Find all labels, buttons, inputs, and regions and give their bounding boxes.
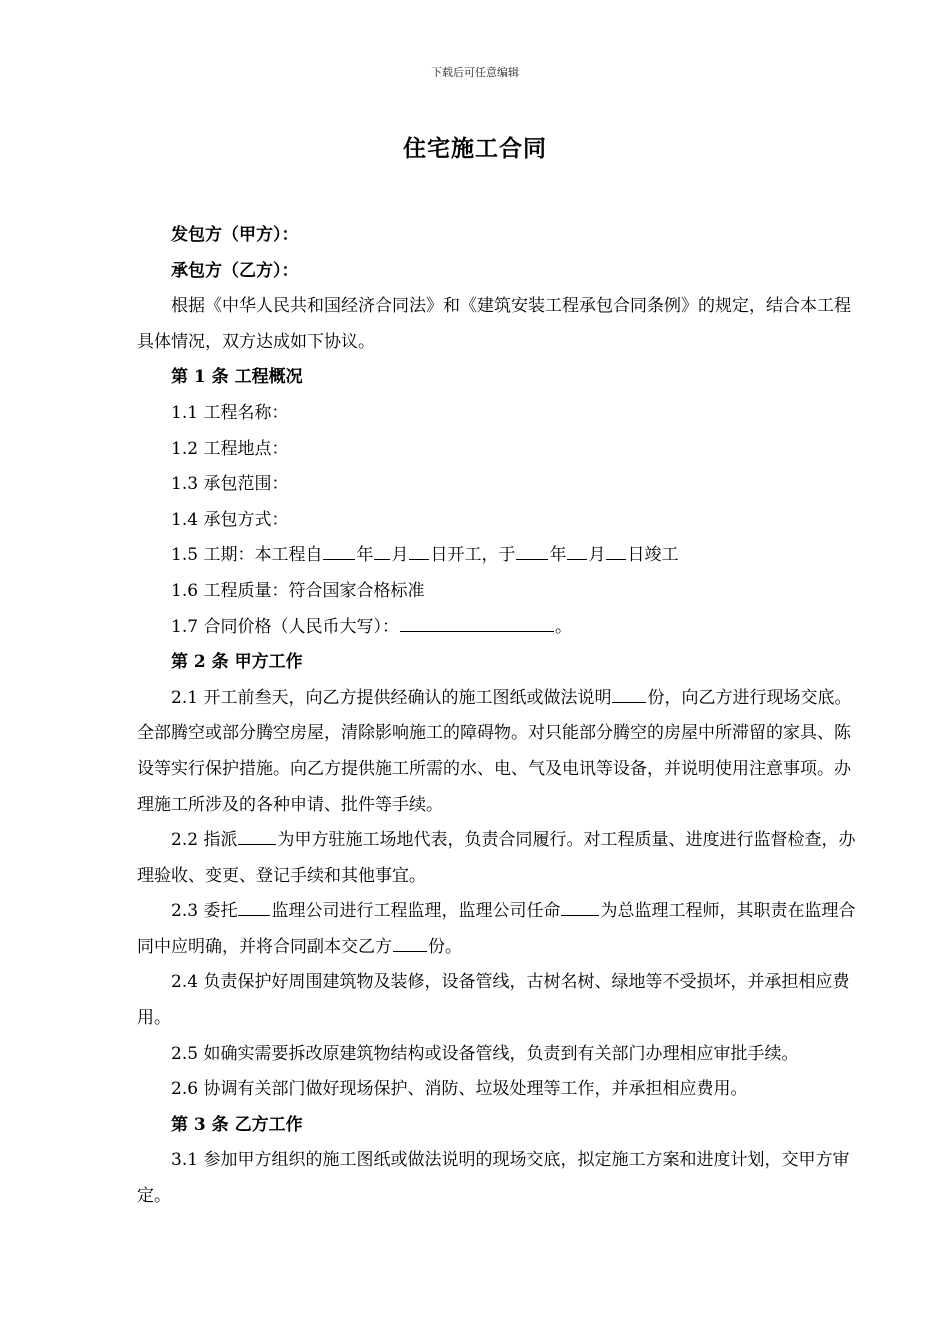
clause-1-1: 1.1 工程名称：: [171, 402, 289, 423]
end-month-blank: [567, 541, 587, 560]
clause-1-5: [137, 538, 867, 574]
article-3-heading: 第 3 条 乙方工作: [171, 1114, 303, 1135]
clause-2-3-part1: 2.3 委托: [171, 901, 238, 922]
clause-2-2-part2: 为甲方驻施工场地代表，负责合同履行。对工程质量、进度进行监督检查，办理验收、变更、登记手续和其他事宜。: [137, 830, 856, 886]
clause-1-3: 1.3 承包范围：: [171, 474, 289, 495]
intro-paragraph: 根据《中华人民共和国经济合同法》和《建筑安装工程承包合同条例》的规定，结合本工程具体情况，双方达成如下协议。: [137, 296, 851, 352]
drawings-copies-blank: [612, 684, 646, 703]
clause-2-2-part1: 2.2 指派: [171, 830, 238, 851]
end-month-label: 月: [588, 545, 606, 566]
header-note: 下载后可任意编辑: [431, 66, 519, 79]
contract-body: [137, 218, 867, 1215]
party-a-line: 发包方（甲方）：: [171, 225, 299, 245]
clause-1-5-prefix: 1.5 工期：本工程自: [171, 545, 323, 566]
chief-engineer-blank: [561, 897, 599, 916]
start-year-blank: [323, 541, 355, 560]
clause-1-4: 1.4 承包方式：: [171, 509, 289, 530]
clause-3-1: 3.1 参加甲方组织的施工图纸或做法说明的现场交底，拟定施工方案和进度计划，交甲方审定。: [137, 1150, 850, 1207]
article-2-heading: 第 2 条 甲方工作: [171, 652, 303, 673]
clause-2-1-part2: 份，向乙方进行现场交底。全部腾空或部分腾空房屋，清除影响施工的障碍物。对只能部分腾空的房屋中所滞留的家具、陈设等实行保护措施。向乙方提供施工所需的水、电、气及电讯等设备，并说明使用注意事项。办理施工所涉及的各种申请、批件等手续。: [137, 687, 852, 815]
start-month-label: 月: [391, 545, 409, 566]
clause-2-4: 2.4 负责保护好周围建筑物及装修，设备管线，古树名树、绿地等不受损坏，并承担相应费用。: [137, 972, 850, 1029]
end-year-blank: [516, 541, 548, 560]
article-1-heading: 第 1 条 工程概况: [171, 367, 303, 388]
representative-blank: [238, 826, 276, 845]
clause-1-7-prefix: 1.7 合同价格（人民币大写）：: [171, 616, 399, 637]
clause-1-6: 1.6 工程质量：符合国家合格标准: [171, 580, 425, 601]
contract-copies-blank: [393, 933, 427, 952]
clause-2-5: 2.5 如确实需要拆改原建筑物结构或设备管线，负责到有关部门办理相应审批手续。: [171, 1043, 799, 1064]
clause-1-7-suffix: 。: [554, 616, 572, 637]
clause-2-1: [137, 681, 867, 823]
clause-2-3-part3: 为总监理工程师，其职责在监理合同中应明确，并将合同副本交乙方: [137, 901, 856, 957]
supervision-company-blank: [238, 897, 270, 916]
clause-2-3-part2: 监理公司进行工程监理，监理公司任命: [271, 901, 561, 922]
price-blank: [400, 613, 554, 632]
clause-2-1-part1: 2.1 开工前叁天，向乙方提供经确认的施工图纸或做法说明: [171, 687, 612, 708]
page-title: 住宅施工合同: [403, 135, 547, 162]
party-b-line: 承包方（乙方）：: [171, 260, 299, 281]
clause-2-3-part4: 份。: [428, 936, 462, 957]
start-month-blank: [374, 541, 390, 560]
end-year-label: 年: [549, 545, 567, 566]
start-year-label: 年: [356, 545, 374, 566]
clause-1-7: [137, 610, 867, 646]
start-day-blank: [409, 541, 429, 560]
clause-2-2: [137, 823, 867, 894]
clause-1-2: 1.2 工程地点：: [171, 438, 289, 459]
clause-2-6: 2.6 协调有关部门做好现场保护、消防、垃圾处理等工作，并承担相应费用。: [171, 1079, 748, 1100]
end-day-blank: [606, 541, 626, 560]
end-day-label: 日竣工: [627, 545, 679, 566]
clause-2-3: [137, 894, 867, 965]
start-day-label: 日开工，于: [430, 545, 516, 566]
